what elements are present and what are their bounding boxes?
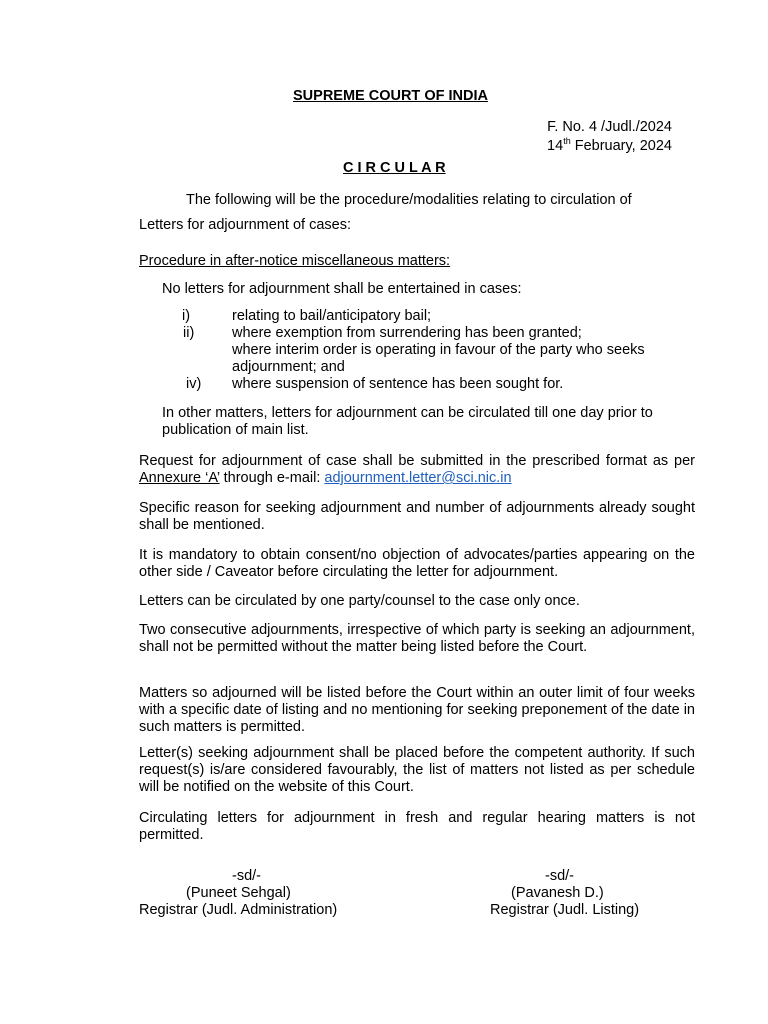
list-item: where interim order is operating in favour of the party who seeks adjournment; and [232,342,645,375]
signatory-name: (Puneet Sehgal) [186,885,291,901]
paragraph-specific-reason: Specific reason for seeking adjournment and number of adjournments already sought shall be mentioned. [139,500,695,533]
date-day: 14 [547,138,564,154]
signature-mark: -sd/- [232,868,261,884]
section-heading: Procedure in after-notice miscellaneous matters: [139,253,451,269]
signatory-title: Registrar (Judl. Listing) [490,902,640,918]
signatory-title: Registrar (Judl. Administration) [139,902,338,918]
circular-date [547,138,672,155]
signatory-name: (Pavanesh D.) [511,885,604,901]
paragraph-consecutive-adjournments: Two consecutive adjournments, irrespective of which party is seeking an adjournment, shall not be permitted without the matter being listed before the Court. [139,622,695,655]
request-paragraph [139,453,695,487]
paragraph-outer-limit: Matters so adjourned will be listed before the Court within an outer limit of four weeks with a specific date of listing and no mentioning for seeking preponement of the date in such matters is permitted. [139,685,695,735]
intro-line-1: The following will be the procedure/modalities relating to circulation of [186,192,632,208]
intro-line-2: Letters for adjournment of cases: [139,217,351,233]
email-link[interactable]: adjournment.letter@sci.nic.in [324,470,512,486]
other-matters-paragraph: In other matters, letters for adjournment can be circulated till one day prior to publication of main list. [162,405,653,438]
list-item: relating to bail/anticipatory bail; [232,308,432,324]
request-text-1: Request for adjournment of case shall be submitted in the prescribed format as per [139,453,695,469]
court-title: SUPREME COURT OF INDIA [293,88,488,104]
paragraph-fresh-matters: Circulating letters for adjournment in fresh and regular hearing matters is not permitted. [139,810,695,843]
paragraph-circulated-once: Letters can be circulated by one party/counsel to the case only once. [139,593,580,609]
list-number: ii) [183,325,195,341]
paragraph-consent: It is mandatory to obtain consent/no objection of advocates/parties appearing on the other side / Caveator before circulating the letter for adjournment. [139,547,695,580]
signature-mark: -sd/- [545,868,574,884]
list-number: iv) [186,376,202,392]
date-suffix: th [563,136,571,147]
request-text-2: through e-mail: [219,470,325,486]
annexure-reference: Annexure ‘A’ [139,470,220,486]
paragraph-competent-authority: Letter(s) seeking adjournment shall be placed before the competent authority. If such request(s) is/are considered favourably, the list of matters not listed as per schedule will be notified on the website of this Court. [139,745,695,795]
no-letters-statement: No letters for adjournment shall be entertained in cases: [162,281,522,297]
date-rest: February, 2024 [570,138,672,154]
list-number: i) [182,308,191,324]
list-item: where exemption from surrendering has been granted; [232,325,582,341]
file-number: F. No. 4 /Judl./2024 [547,119,672,135]
list-item: where suspension of sentence has been sought for. [232,376,564,392]
circular-heading: C I R C U L A R [343,160,446,176]
